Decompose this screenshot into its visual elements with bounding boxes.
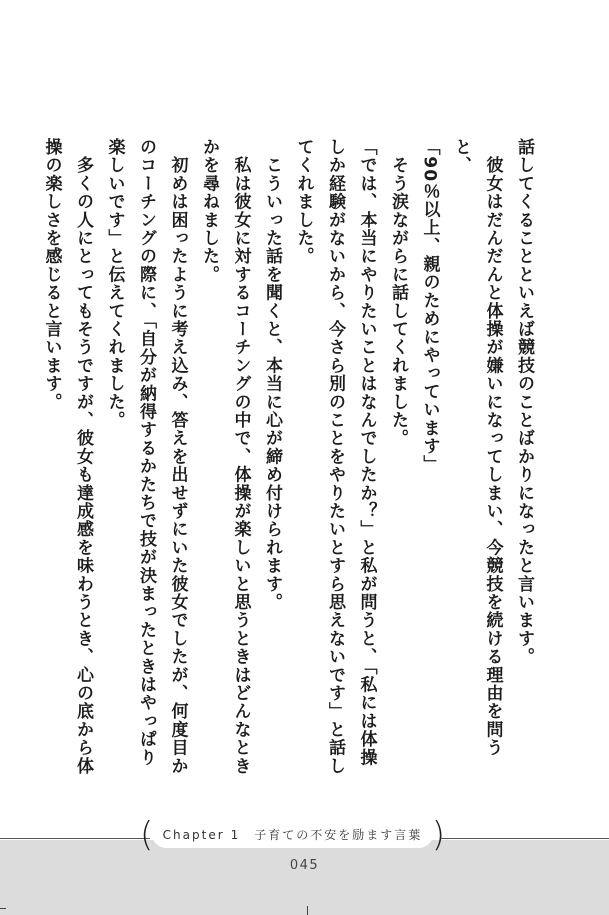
- footer-rule-right: [440, 838, 609, 839]
- crop-mark: [307, 906, 308, 915]
- paragraph: 話してくることといえば競技のことばかりになったと言います。: [514, 138, 534, 666]
- chapter-heading-text: [163, 826, 423, 843]
- chapter-heading: [140, 815, 445, 855]
- page-number: 045: [289, 858, 320, 873]
- left-bracket-icon: (: [140, 815, 154, 855]
- chapter-label: Chapter: [162, 827, 225, 842]
- right-bracket-icon: ): [431, 815, 445, 855]
- footer-band: [0, 840, 609, 915]
- vertical-text-block: [35, 138, 539, 778]
- paragraph: 多くの人にとってもそうですが、彼女も達成感を味わうとき、心の底から体操の楽しさを感じると言います。: [41, 138, 93, 775]
- paragraph: 「90％以上、親のためにやっています」: [419, 138, 440, 474]
- paragraph: 初めは困ったように考え込み、答えを出せずにいた彼女でしたが、何度目かのコーチングの際に、「自分が納得するかたちで技が決まったときはやっぱり楽しいです」と伝えてくれました。: [104, 138, 188, 775]
- chapter-title: 子育ての不安を励ます言葉: [254, 827, 423, 842]
- paragraph: 彼女はだんだんと体操が嫌いになってしまい、今競技を続ける理由を問うと、: [451, 138, 503, 757]
- crop-mark: [0, 908, 6, 909]
- paragraph: こういった話を聞くと、本当に心が締め付けられます。: [262, 138, 282, 612]
- paragraph: 「では、本当にやりたいことはなんでしたか？」と私が問うと、「私には体操しか経験がないから、今さら別のことをやりたいとすら思えないです」と話してくれました。: [293, 138, 377, 775]
- paragraph: そう涙ながらに話してくれました。: [388, 138, 408, 448]
- footer-rule-left: [0, 838, 150, 839]
- paragraph: 私は彼女に対するコーチングの中で、体操が楽しいと思うときはどんなときかを尋ねました。: [199, 138, 251, 775]
- chapter-number: 1: [230, 827, 241, 842]
